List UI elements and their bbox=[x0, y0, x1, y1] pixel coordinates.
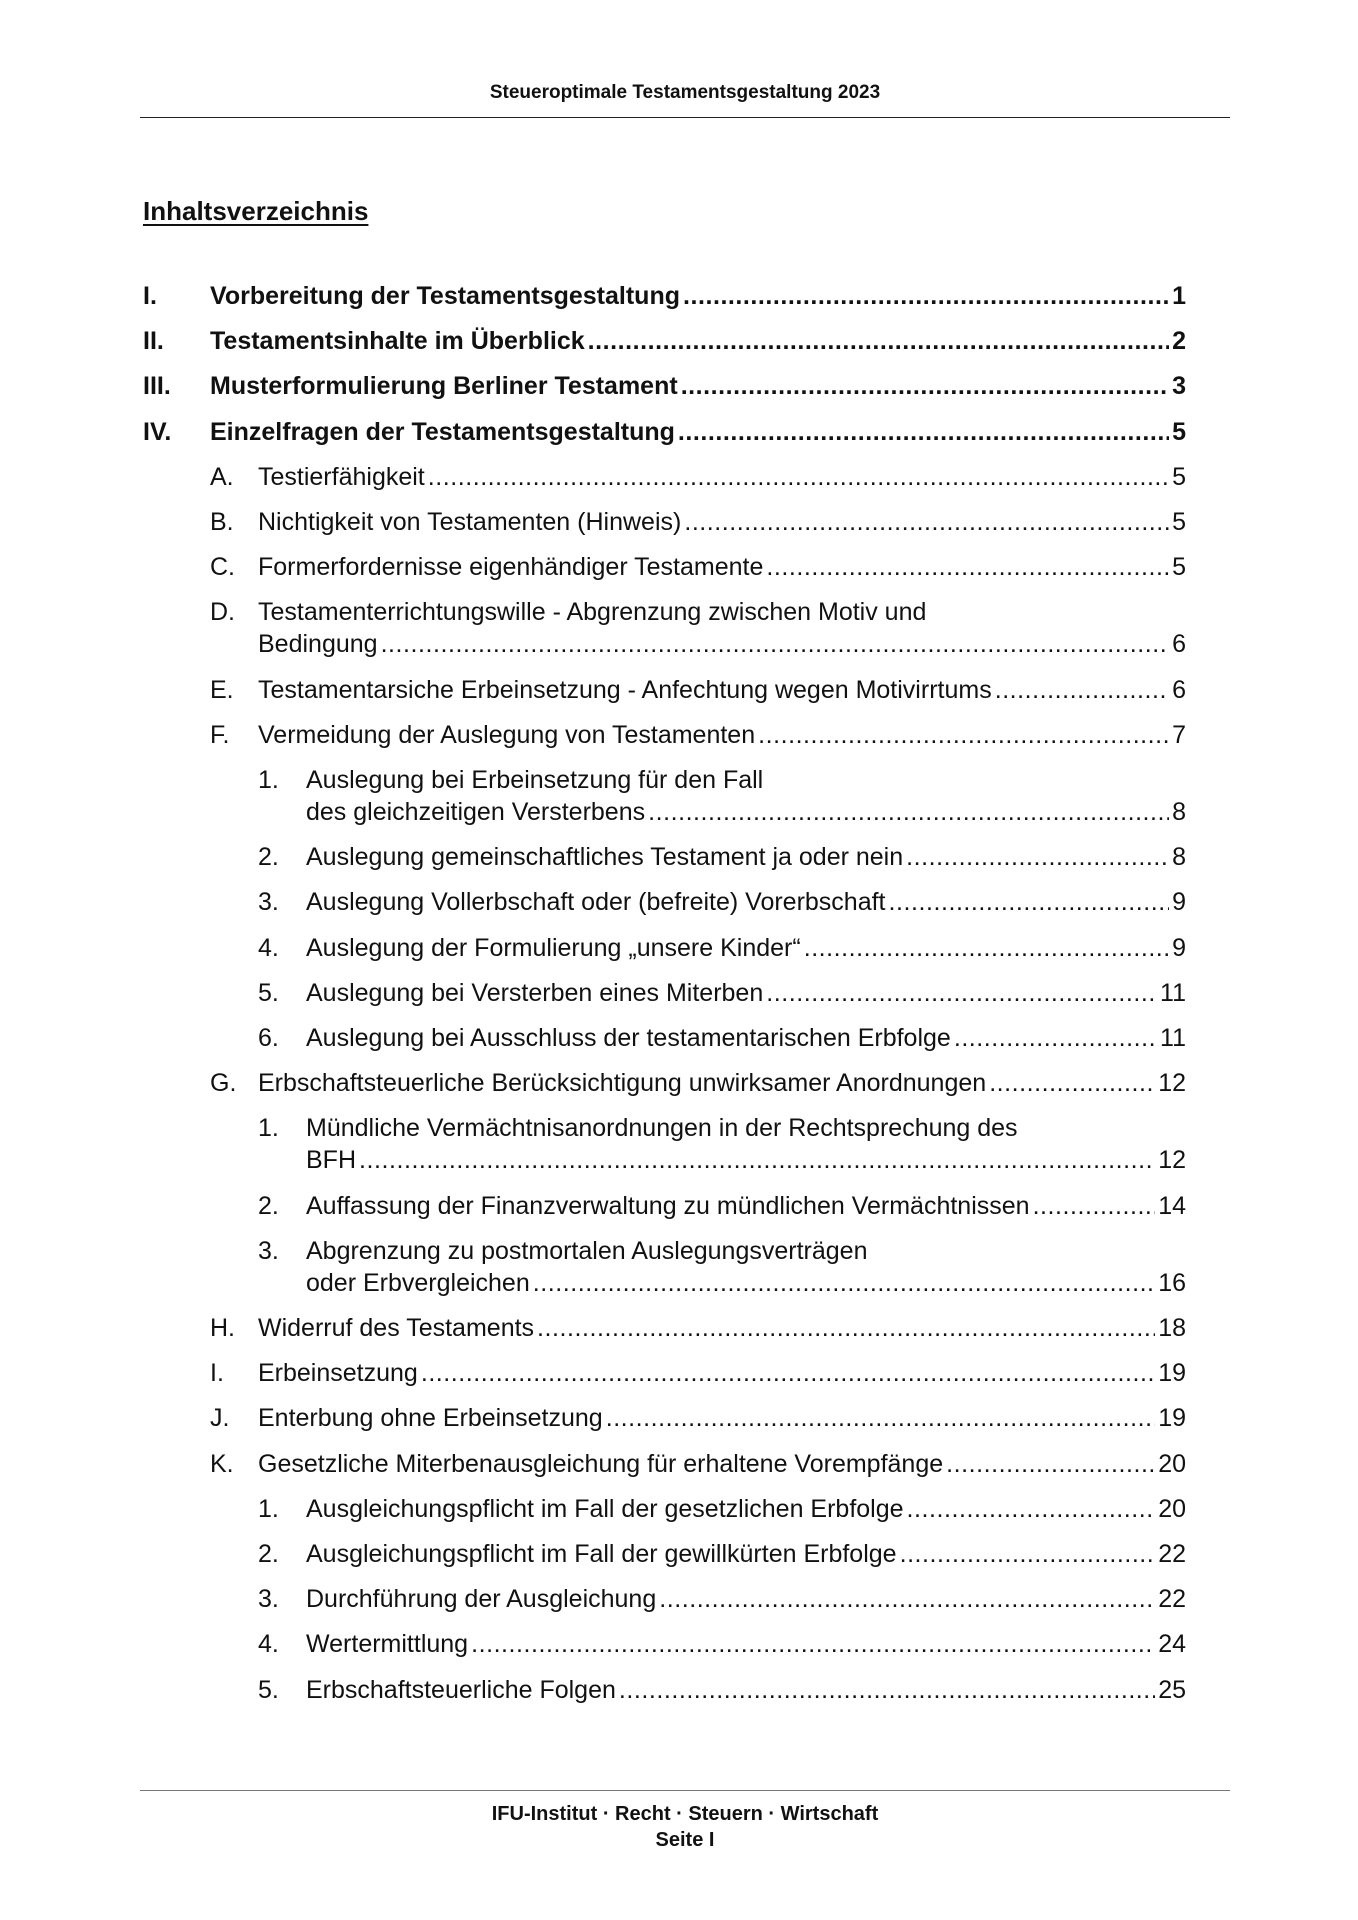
toc-entry-label: Ausgleichungspflicht im Fall der gewillkürten Erbfolge bbox=[306, 1540, 897, 1568]
toc-entry-number: I. bbox=[143, 282, 157, 310]
toc-entry-line bbox=[306, 796, 1186, 828]
toc-entry-number: 2. bbox=[258, 843, 279, 872]
toc-entry-page-number: 8 bbox=[1172, 798, 1186, 826]
toc-entry-page-number: 9 bbox=[1172, 888, 1186, 917]
toc-entry-label: Erbeinsetzung bbox=[258, 1359, 418, 1388]
toc-entry-page-number: 19 bbox=[1158, 1359, 1186, 1388]
toc-entry-label: BFH bbox=[306, 1146, 356, 1175]
toc-entry-number: C. bbox=[210, 553, 235, 582]
dot-leader bbox=[421, 1357, 1155, 1389]
toc-entry-text bbox=[306, 1674, 1186, 1706]
toc-entry-page-number: 12 bbox=[1158, 1069, 1186, 1098]
toc-entry-page-number: 5 bbox=[1172, 462, 1186, 491]
toc-entry-number: E. bbox=[210, 675, 234, 704]
toc-entry-text bbox=[258, 551, 1186, 583]
toc-entry-label: Nichtigkeit von Testamenten (Hinweis) bbox=[258, 508, 682, 536]
toc-entry-line bbox=[258, 1312, 1186, 1344]
toc-entry-line bbox=[210, 325, 1186, 357]
toc-entry-label: Ausgleichungspflicht im Fall der gesetzlichen Erbfolge bbox=[306, 1494, 904, 1523]
dot-leader bbox=[648, 796, 1169, 828]
toc-entry-label: Durchführung der Ausgleichung bbox=[306, 1585, 657, 1614]
toc-entry-page-number: 9 bbox=[1172, 933, 1186, 962]
toc-entry-label: Testierfähigkeit bbox=[258, 462, 425, 491]
toc-entry-page-number: 20 bbox=[1158, 1449, 1186, 1478]
toc-entry-text bbox=[210, 370, 1186, 402]
toc-entry-page-number: 8 bbox=[1172, 843, 1186, 872]
toc-entry-line bbox=[210, 416, 1186, 448]
toc-entry-text bbox=[258, 1067, 1186, 1099]
toc-entry-line bbox=[258, 1448, 1186, 1480]
toc-entry-number: D. bbox=[210, 598, 235, 627]
toc-entry-label: des gleichzeitigen Versterbens bbox=[306, 798, 646, 826]
toc-entry-text bbox=[306, 764, 1186, 828]
toc-entry-label: Formerfordernisse eigenhändiger Testamente bbox=[258, 553, 764, 582]
toc-entry-page-number: 2 bbox=[1172, 327, 1186, 356]
dot-leader bbox=[766, 551, 1169, 583]
toc-entry-number: 3. bbox=[258, 888, 279, 917]
toc-entry-line bbox=[258, 719, 1186, 751]
toc-entry-line bbox=[306, 1190, 1186, 1222]
toc-entry-text bbox=[306, 886, 1186, 918]
toc-entry-number: 1. bbox=[258, 766, 279, 794]
dot-leader bbox=[900, 1538, 1156, 1570]
dot-leader bbox=[889, 886, 1170, 918]
dot-leader bbox=[989, 1067, 1155, 1099]
toc-entry-line bbox=[306, 1538, 1186, 1570]
toc-entry-page-number: 14 bbox=[1158, 1191, 1186, 1220]
dot-leader bbox=[766, 977, 1157, 1009]
dot-leader bbox=[606, 1402, 1155, 1434]
toc-entry-line bbox=[306, 1144, 1186, 1176]
toc-entry-number: 2. bbox=[258, 1191, 279, 1220]
toc-entry-page-number: 11 bbox=[1160, 978, 1186, 1007]
toc-entry-label: oder Erbvergleichen bbox=[306, 1268, 530, 1297]
toc-entry-text bbox=[306, 1235, 1186, 1299]
toc-entry-line bbox=[306, 1583, 1186, 1615]
dot-leader bbox=[1033, 1190, 1156, 1222]
toc-entry-label: Auslegung der Formulierung „unsere Kinder“ bbox=[306, 933, 801, 962]
toc-entry-page-number: 6 bbox=[1172, 630, 1186, 659]
toc-entry-line bbox=[258, 461, 1186, 493]
toc-entry-text bbox=[258, 461, 1186, 493]
dot-leader bbox=[428, 461, 1169, 493]
toc-entry-text bbox=[306, 977, 1186, 1009]
toc-entry-line bbox=[306, 1674, 1186, 1706]
toc-entry-text bbox=[258, 1448, 1186, 1480]
dot-leader bbox=[683, 280, 1169, 312]
toc-title: Inhaltsverzeichnis bbox=[143, 196, 369, 226]
toc-entry-number: 5. bbox=[258, 1675, 279, 1704]
toc-entry-line bbox=[258, 551, 1186, 583]
toc-entry-text bbox=[306, 1538, 1186, 1570]
toc-entry-line bbox=[210, 280, 1186, 312]
toc-entry-number: I. bbox=[210, 1359, 224, 1388]
toc-entry-page-number: 5 bbox=[1172, 508, 1186, 536]
dot-leader bbox=[684, 506, 1169, 538]
toc-entry-text bbox=[258, 719, 1186, 751]
toc-entry-number: 3. bbox=[258, 1236, 279, 1265]
toc-entry-text bbox=[306, 1583, 1186, 1615]
page-footer bbox=[140, 1801, 1230, 1853]
toc-entry-number: 4. bbox=[258, 933, 279, 962]
toc-entry-page-number: 22 bbox=[1158, 1585, 1186, 1614]
dot-leader bbox=[381, 628, 1170, 660]
toc-entry-page-number: 18 bbox=[1158, 1314, 1186, 1342]
toc-entry-label: Vermeidung der Auslegung von Testamenten bbox=[258, 720, 756, 749]
toc-entry-label: Testamentarsiche Erbeinsetzung - Anfechtung wegen Motivirrtums bbox=[258, 675, 992, 704]
toc-entry-number: H. bbox=[210, 1314, 235, 1342]
toc-entry-line bbox=[258, 1067, 1186, 1099]
toc-entry-label: Einzelfragen der Testamentsgestaltung bbox=[210, 417, 675, 446]
toc-entry-text bbox=[258, 674, 1186, 706]
toc-entry-label-line: Mündliche Vermächtnisanordnungen in der Rechtsprechung des bbox=[306, 1114, 1018, 1143]
footer-page-number: Seite I bbox=[655, 1829, 715, 1851]
dot-leader bbox=[758, 719, 1169, 751]
toc-entry-number: G. bbox=[210, 1069, 237, 1098]
toc-entry-page-number: 22 bbox=[1158, 1540, 1186, 1568]
toc-entry-label: Auffassung der Finanzverwaltung zu mündlichen Vermächtnissen bbox=[306, 1191, 1030, 1220]
toc-entry-number: 6. bbox=[258, 1024, 279, 1052]
toc-entry-number: A. bbox=[210, 462, 234, 491]
toc-entry-text bbox=[306, 932, 1186, 964]
toc-entry-number: 2. bbox=[258, 1540, 279, 1568]
toc-entry-number: J. bbox=[210, 1404, 230, 1433]
toc-entry-label: Musterformulierung Berliner Testament bbox=[210, 372, 678, 401]
toc-entry-number: F. bbox=[210, 720, 230, 749]
toc-entry-page-number: 6 bbox=[1172, 675, 1186, 704]
toc-entry-line bbox=[306, 1022, 1186, 1054]
toc-entry-number: IV. bbox=[143, 417, 172, 446]
toc-entry-line bbox=[306, 977, 1186, 1009]
toc-entry-text bbox=[306, 1628, 1186, 1660]
toc-entry-label: Erbschaftsteuerliche Folgen bbox=[306, 1675, 616, 1704]
toc-entry-label: Vorbereitung der Testamentsgestaltung bbox=[210, 282, 680, 310]
toc-entry-page-number: 11 bbox=[1160, 1024, 1186, 1052]
toc-entry-page-number: 12 bbox=[1158, 1146, 1186, 1175]
toc-entry-line bbox=[306, 1493, 1186, 1525]
toc-entry-number: II. bbox=[143, 327, 164, 356]
toc-entry-label: Wertermittlung bbox=[306, 1630, 469, 1659]
toc-entry-text bbox=[306, 1190, 1186, 1222]
toc-entry-label-line: Testamenterrichtungswille - Abgrenzung zwischen Motiv und bbox=[258, 598, 927, 627]
toc-entry-line bbox=[306, 841, 1186, 873]
dot-leader bbox=[659, 1583, 1155, 1615]
dot-leader bbox=[471, 1628, 1155, 1660]
dot-leader bbox=[946, 1448, 1155, 1480]
toc-entry-number: 4. bbox=[258, 1630, 279, 1659]
toc-entry-page-number: 3 bbox=[1172, 372, 1186, 401]
toc-entry-page-number: 16 bbox=[1158, 1268, 1186, 1297]
toc-entry-line bbox=[258, 506, 1186, 538]
toc-entry-label: Bedingung bbox=[258, 630, 378, 659]
footer-institute: IFU-Institut · Recht · Steuern · Wirtschaft bbox=[491, 1803, 879, 1825]
dot-leader bbox=[906, 841, 1169, 873]
toc-entry-page-number: 20 bbox=[1158, 1494, 1186, 1523]
toc-entry-number: 1. bbox=[258, 1494, 279, 1523]
toc-entry-label-line: Auslegung bei Erbeinsetzung für den Fall bbox=[306, 766, 764, 794]
dot-leader bbox=[954, 1022, 1157, 1054]
toc-entry-page-number: 7 bbox=[1172, 720, 1186, 749]
toc-entry-number: B. bbox=[210, 508, 234, 536]
dot-leader bbox=[537, 1312, 1155, 1344]
toc-entry-text bbox=[258, 1312, 1186, 1344]
dot-leader bbox=[995, 674, 1169, 706]
toc-entry-page-number: 1 bbox=[1172, 282, 1186, 310]
toc-entry-label: Auslegung gemeinschaftliches Testament ja oder nein bbox=[306, 843, 904, 872]
toc-entry-text bbox=[258, 596, 1186, 660]
toc-entry-line bbox=[306, 1267, 1186, 1299]
toc-entry-number: 1. bbox=[258, 1114, 279, 1143]
toc-entry-text bbox=[210, 325, 1186, 357]
dot-leader bbox=[681, 370, 1169, 402]
toc-entry-text bbox=[210, 416, 1186, 448]
toc-entry-label: Auslegung Vollerbschaft oder (befreite) Vorerbschaft bbox=[306, 888, 886, 917]
toc-entry-page-number: 25 bbox=[1158, 1675, 1186, 1704]
toc-entry-label: Testamentsinhalte im Überblick bbox=[210, 327, 585, 356]
toc-entry-line bbox=[258, 1402, 1186, 1434]
toc-entry-number: III. bbox=[143, 372, 171, 401]
dot-leader bbox=[678, 416, 1169, 448]
dot-leader bbox=[533, 1267, 1155, 1299]
toc-entry-line bbox=[210, 370, 1186, 402]
toc-entry-number: 5. bbox=[258, 978, 279, 1007]
footer-rule bbox=[140, 1790, 1230, 1791]
toc-entry-page-number: 5 bbox=[1172, 553, 1186, 582]
toc-entry-label: Enterbung ohne Erbeinsetzung bbox=[258, 1404, 603, 1433]
toc-entry-label: Widerruf des Testaments bbox=[258, 1314, 535, 1342]
toc-entry-label: Auslegung bei Ausschluss der testamentarischen Erbfolge bbox=[306, 1024, 951, 1052]
toc-entry-text bbox=[258, 1402, 1186, 1434]
header-rule bbox=[140, 117, 1230, 118]
toc-entry-page-number: 19 bbox=[1158, 1404, 1186, 1433]
dot-leader bbox=[619, 1674, 1155, 1706]
toc-entry-text bbox=[258, 1357, 1186, 1389]
toc-entry-text bbox=[258, 506, 1186, 538]
toc-entry-label: Auslegung bei Versterben eines Miterben bbox=[306, 978, 764, 1007]
toc-entry-page-number: 5 bbox=[1172, 417, 1186, 446]
toc-entry-line bbox=[306, 1628, 1186, 1660]
toc-entry-text bbox=[306, 841, 1186, 873]
toc-entry-line bbox=[258, 628, 1186, 660]
toc-entry-page-number: 24 bbox=[1158, 1630, 1186, 1659]
toc-entry-text bbox=[306, 1022, 1186, 1054]
toc-entry-text bbox=[210, 280, 1186, 312]
toc-entry-text bbox=[306, 1493, 1186, 1525]
toc-entry-line bbox=[258, 1357, 1186, 1389]
dot-leader bbox=[907, 1493, 1156, 1525]
dot-leader bbox=[804, 932, 1169, 964]
toc-entry-label: Gesetzliche Miterbenausgleichung für erhaltene Vorempfänge bbox=[258, 1449, 944, 1478]
toc-entry-number: 3. bbox=[258, 1585, 279, 1614]
toc-entry-label: Erbschaftsteuerliche Berücksichtigung unwirksamer Anordnungen bbox=[258, 1069, 987, 1098]
dot-leader bbox=[588, 325, 1169, 357]
toc-entry-number: K. bbox=[210, 1449, 234, 1478]
running-header: Steueroptimale Testamentsgestaltung 2023 bbox=[489, 82, 881, 103]
toc-entry-line bbox=[306, 932, 1186, 964]
dot-leader bbox=[359, 1144, 1155, 1176]
toc-entry-line bbox=[306, 886, 1186, 918]
toc-entry-label-line: Abgrenzung zu postmortalen Auslegungsverträgen bbox=[306, 1236, 868, 1265]
toc-entry-text bbox=[306, 1112, 1186, 1176]
toc-entry-line bbox=[258, 674, 1186, 706]
